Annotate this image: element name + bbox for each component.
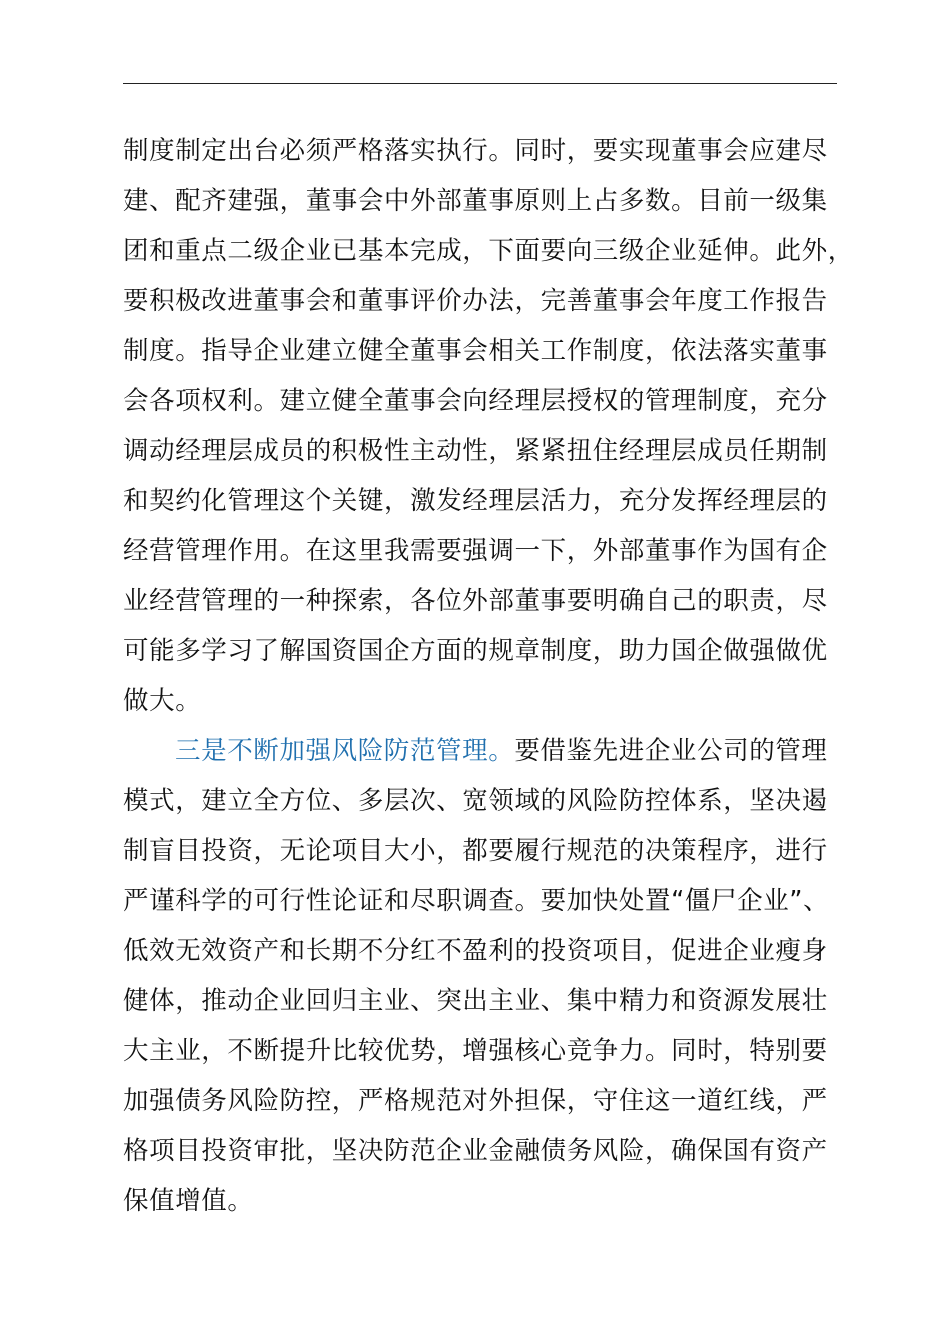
text-line: 制度制定出台必须严格落实执行。同时，要实现董事会应建尽 [123, 136, 828, 166]
text-span: 要借鉴先进企业公司的管理 [514, 736, 828, 766]
text-line: 制度。指导企业建立健全董事会相关工作制度，依法落实董事 [123, 336, 828, 366]
text-line: 调动经理层成员的积极性主动性，紧紧扭住经理层成员任期制 [123, 436, 828, 466]
text-line: 大主业，不断提升比较优势，增强核心竞争力。同时，特别要 [123, 1036, 828, 1066]
text-line: 业经营管理的一种探索，各位外部董事要明确自己的职责，尽 [123, 586, 828, 616]
paragraph-1 [123, 126, 854, 726]
text-line: 健体，推动企业回归主业、突出主业、集中精力和资源发展壮 [123, 986, 828, 1016]
text-line: 制盲目投资，无论项目大小，都要履行规范的决策程序，进行 [123, 836, 828, 866]
text-line: 格项目投资审批，坚决防范企业金融债务风险，确保国有资产 [123, 1136, 828, 1166]
text-line: 低效无效资产和长期不分红不盈利的投资项目，促进企业瘦身 [123, 936, 828, 966]
text-line: 做大。 [123, 686, 202, 716]
paragraph-first-line [123, 726, 843, 776]
text-line: 经营管理作用。在这里我需要强调一下，外部董事作为国有企 [123, 536, 828, 566]
text-line: 模式，建立全方位、多层次、宽领域的风险防控体系，坚决遏 [123, 786, 828, 816]
text-line: 建、配齐建强，董事会中外部董事原则上占多数。目前一级集 [123, 186, 828, 216]
paragraph-2 [123, 726, 843, 1226]
text-line: 保值增值。 [123, 1186, 254, 1216]
header-rule [123, 83, 837, 84]
text-line: 和契约化管理这个关键，激发经理层活力，充分发挥经理层的 [123, 486, 828, 516]
text-line: 严谨科学的可行性论证和尽职调查。要加快处置“僵尸企业”、 [123, 886, 830, 916]
text-line: 可能多学习了解国资国企方面的规章制度，助力国企做强做优 [123, 636, 828, 666]
text-line: 要积极改进董事会和董事评价办法，完善董事会年度工作报告 [123, 286, 828, 316]
text-line: 团和重点二级企业已基本完成，下面要向三级企业延伸。此外， [123, 236, 854, 266]
text-line: 加强债务风险防控，严格规范对外担保，守住这一道红线，严 [123, 1086, 828, 1116]
text-line: 会各项权利。建立健全董事会向经理层授权的管理制度，充分 [123, 386, 828, 416]
section-heading: 三是不断加强风险防范管理。 [175, 736, 515, 766]
document-body [123, 126, 854, 1226]
